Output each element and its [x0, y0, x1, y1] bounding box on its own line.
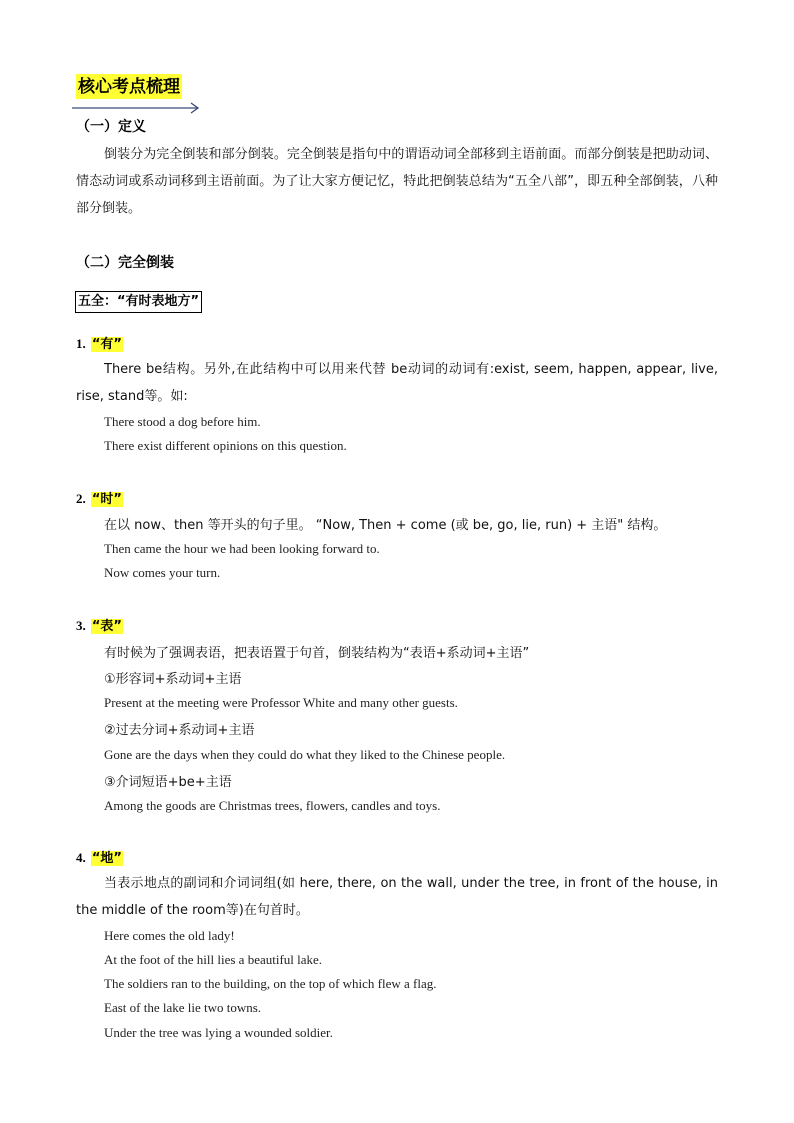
section-heading-full-inversion: （二）完全倒装	[76, 255, 174, 271]
example-sentence: Present at the meeting were Professor White and many other guests.	[104, 695, 458, 710]
item-number: 3.	[76, 618, 86, 633]
item-description: There be结构。另外,在此结构中可以用来代替 be动词的动词有:exist, seem, happen, appear, live, rise, stand等。如:	[76, 362, 718, 404]
item-heading-1	[76, 333, 123, 352]
item-description: 当表示地点的副词和介词词组(如 here, there, on the wall, under the tree, in front of the house, in the middle of the room等)在句首时。	[76, 876, 718, 918]
page-title: 核心考点梳理	[76, 74, 182, 99]
item-key: “时”	[91, 492, 122, 507]
item-number: 1.	[76, 336, 86, 351]
item-key: “表”	[91, 619, 122, 634]
item-number: 2.	[76, 491, 86, 506]
example-sentence: Among the goods are Christmas trees, flowers, candles and toys.	[104, 798, 441, 813]
item-key: “地”	[91, 851, 122, 866]
example-sentence: Now comes your turn.	[104, 565, 221, 580]
item-heading-3	[76, 615, 123, 634]
example-sentence: Under the tree was lying a wounded soldier.	[104, 1025, 333, 1040]
title-arrow-icon	[70, 100, 202, 116]
example-sentence: At the foot of the hill lies a beautiful lake.	[104, 952, 323, 967]
example-sentence: Gone are the days when they could do what they liked to the Chinese people.	[104, 747, 506, 762]
example-sentence: Then came the hour we had been looking forward to.	[104, 541, 380, 556]
item-description: 在以 now、then 等开头的句子里。 “Now, Then + come (或 be, go, lie, run) + 主语" 结构。	[104, 518, 667, 533]
example-sentence: East of the lake lie two towns.	[104, 1000, 262, 1015]
item-heading-2	[76, 488, 123, 507]
sub-label: ②过去分词+系动词+主语	[104, 723, 255, 738]
sub-label: ③介词短语+be+主语	[104, 775, 232, 790]
item-description: 有时候为了强调表语，把表语置于句首，倒装结构为“表语+系动词+主语”	[104, 646, 530, 661]
item-key: “有”	[91, 337, 122, 352]
item-heading-4	[76, 847, 123, 866]
example-sentence: Here comes the old lady!	[104, 928, 235, 943]
example-sentence: The soldiers ran to the building, on the top of which flew a flag.	[104, 976, 437, 991]
example-sentence: There stood a dog before him.	[104, 414, 261, 429]
page-title-wrap	[76, 74, 182, 99]
definition-paragraph: 倒装分为完全倒装和部分倒装。完全倒装是指句中的谓语动词全部移到主语前面。而部分倒装是把助动词、情态动词或系动词移到主语前面。为了让大家方便记忆，特此把倒装总结为“五全八部”，即五种全部倒装，八种部分倒装。	[76, 147, 718, 216]
item-number: 4.	[76, 850, 86, 865]
section-heading-definition: （一）定义	[76, 119, 146, 135]
boxed-label: 五全：“有时表地方”	[75, 291, 202, 313]
example-sentence: There exist different opinions on this question.	[104, 438, 347, 453]
sub-label: ①形容词+系动词+主语	[104, 672, 242, 687]
